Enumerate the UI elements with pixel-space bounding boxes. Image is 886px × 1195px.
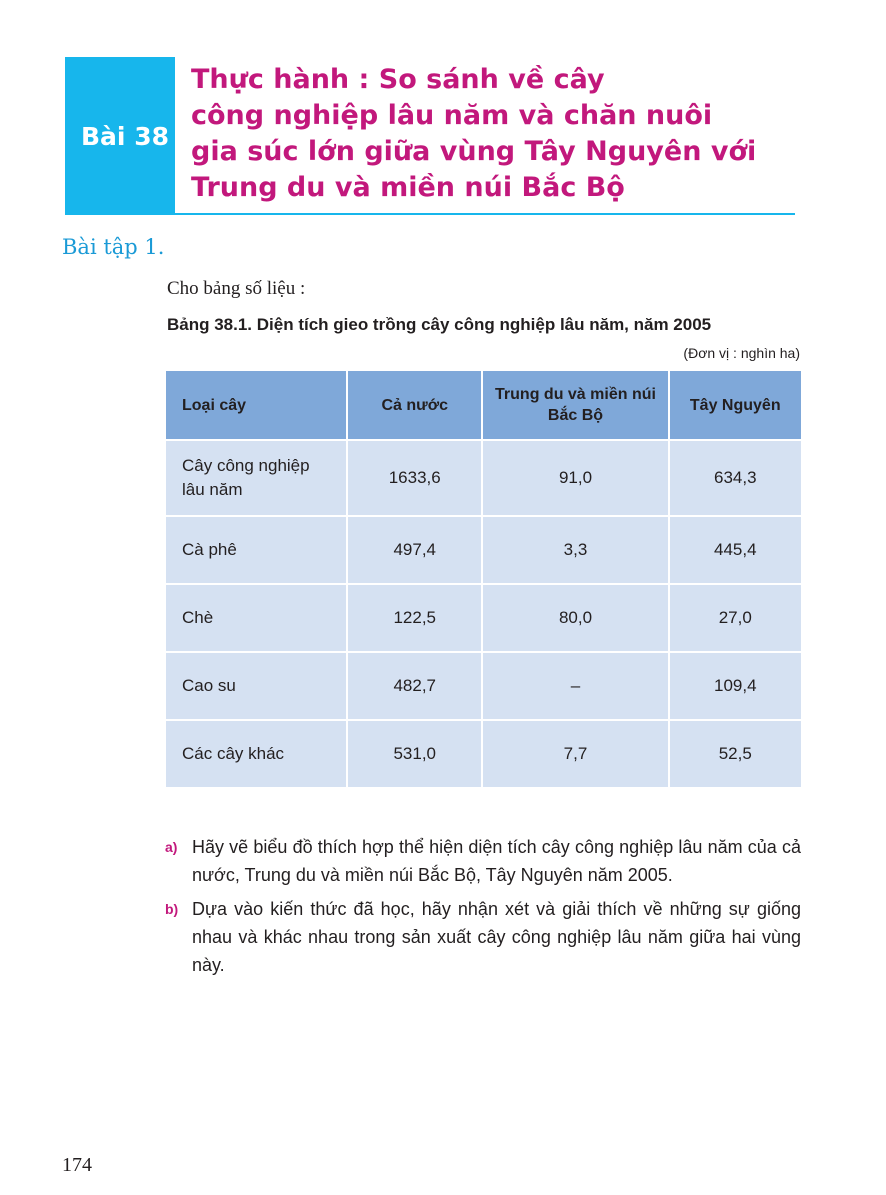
table-row: [166, 652, 801, 720]
data-table: [166, 371, 801, 787]
table-cell: 634,3: [669, 440, 801, 516]
lesson-title: [191, 62, 831, 206]
column-header: Tây Nguyên: [669, 371, 801, 440]
table-row: [166, 720, 801, 787]
table-row: [166, 584, 801, 652]
table-cell: 122,5: [347, 584, 482, 652]
column-header: Loại cây: [166, 371, 347, 440]
lesson-title-line: công nghiệp lâu năm và chăn nuôi: [191, 100, 713, 131]
table-cell: –: [482, 652, 668, 720]
unit-note: (Đơn vị : nghìn ha): [683, 345, 800, 361]
table-cell: 531,0: [347, 720, 482, 787]
table-cell: Các cây khác: [166, 720, 347, 787]
table-cell: Cây công nghiệp lâu năm: [166, 440, 347, 516]
table-cell: 52,5: [669, 720, 801, 787]
table-cell: 80,0: [482, 584, 668, 652]
question-text: Hãy vẽ biểu đồ thích hợp thể hiện diện tích cây công nghiệp lâu năm của cả nước, Trung du và miền núi Bắc Bộ, Tây Nguyên năm 2005.: [192, 837, 801, 885]
table-cell: Cao su: [166, 652, 347, 720]
table-header-row: [166, 371, 801, 440]
table-cell: 1633,6: [347, 440, 482, 516]
table-cell: 3,3: [482, 516, 668, 584]
table-cell: 109,4: [669, 652, 801, 720]
question-marker: b): [165, 901, 179, 917]
table-caption: Bảng 38.1. Diện tích gieo trồng cây công nghiệp lâu năm, năm 2005: [167, 315, 712, 334]
table-row: [166, 440, 801, 516]
question-text: Dựa vào kiến thức đã học, hãy nhận xét và giải thích về những sự giống nhau và khác nhau trong sản xuất cây công nghiệp lâu năm giữa hai vùng này.: [192, 899, 801, 975]
intro-text: Cho bảng số liệu :: [167, 278, 306, 299]
table-cell: 91,0: [482, 440, 668, 516]
table-cell: Cà phê: [166, 516, 347, 584]
table-cell: 445,4: [669, 516, 801, 584]
table-cell: Chè: [166, 584, 347, 652]
table-row: [166, 516, 801, 584]
table-cell: 482,7: [347, 652, 482, 720]
lesson-number: Bài 38: [81, 122, 169, 151]
lesson-title-line: Trung du và miền núi Bắc Bộ: [191, 172, 625, 203]
column-header: Trung du và miền núi Bắc Bộ: [482, 371, 668, 440]
table-cell: 497,4: [347, 516, 482, 584]
column-header: Cả nước: [347, 371, 482, 440]
questions-list: [165, 833, 801, 985]
table-cell: 27,0: [669, 584, 801, 652]
question-b: [165, 895, 801, 979]
question-marker: a): [165, 839, 178, 855]
table-cell: 7,7: [482, 720, 668, 787]
exercise-heading: Bài tập 1.: [62, 235, 165, 259]
title-divider: [175, 213, 795, 215]
question-a: [165, 833, 801, 889]
lesson-title-line: gia súc lớn giữa vùng Tây Nguyên với: [191, 136, 757, 167]
page-number: 174: [62, 1154, 92, 1176]
lesson-title-line: Thực hành : So sánh về cây: [191, 64, 605, 95]
